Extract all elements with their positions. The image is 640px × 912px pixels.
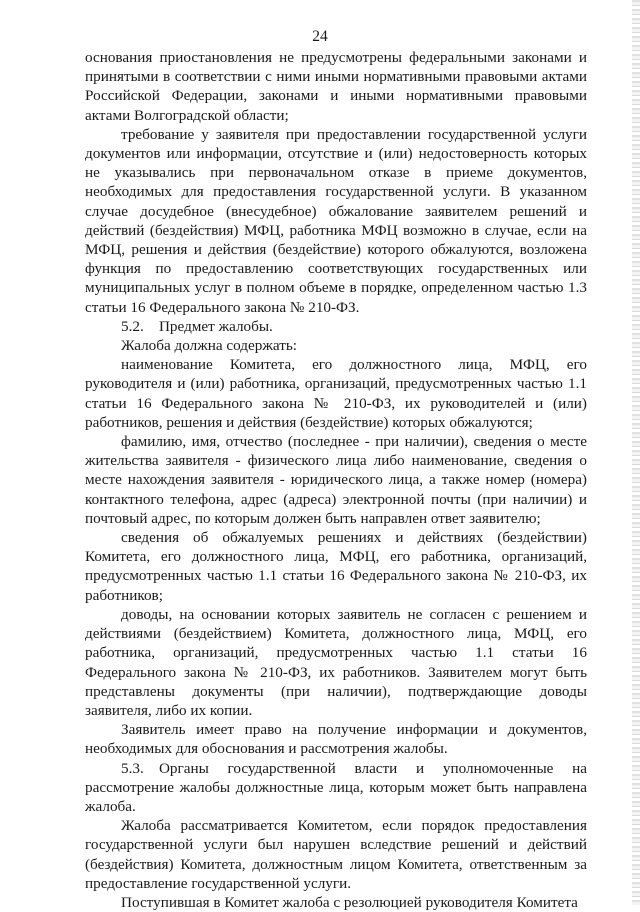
paragraph-committee-review: Жалоба рассматривается Комитетом, если порядок предоставления государственной услуги был нарушен вследствие решений и действий (бездействия) Комитета, должностным лицом Комитета, ответственным за предоставление государственной услуги. (85, 817, 587, 892)
list-item-arguments: доводы, на основании которых заявитель не согласен с решением и действиями (бездействием) Комитета, должностного лица, МФЦ, его работника, организаций, предусмотренных частью 1.1 статьи 16 Федерального закона № 210-ФЗ, их работников. Заявителем могут быть представлены документы (при наличии), подтверждающие доводы заявителя, либо их копии. (85, 605, 587, 719)
paragraph-complaint-content-intro: Жалоба должна содержать: (121, 337, 297, 355)
list-item-name: наименование Комитета, его должностного лица, МФЦ, его руководителя и (или) работника, организаций, предусмотренных частью 1.1 статьи 16 Федерального закона № 210-ФЗ, их руководителей и (или) работников, решения и действия (бездействие) которых обжалуются; (85, 356, 587, 431)
document-body (85, 48, 587, 912)
list-item-applicant-details: фамилию, имя, отчество (последнее - при наличии), сведения о месте жительства заявителя - физического лица либо наименование, сведения о месте нахождения заявителя - юридического лица, а также номер (номера) контактного телефона, адрес (адреса) электронной почты (при наличии) и почтовый адрес, по которым должен быть направлен ответ заявителю; (85, 433, 587, 527)
paragraph-applicant-rights: Заявитель имеет право на получение информации и документов, необходимых для обоснования и рассмотрения жалобы. (85, 721, 587, 758)
paragraph-requirement: требование у заявителя при предоставлении государственной услуги документов или информации, отсутствие и (или) недостоверность которых не указывались при первоначальном отказе в приеме документов, необходимых для предоставления государственной услуги. В указанном случае досудебное (внесудебное) обжалование заявителем решений и действий (бездействия) МФЦ, работника МФЦ возможно в случае, если на МФЦ, решения и действия (бездействие) которого обжалуются, возложена функция по предоставлению соответствующих государственных или муниципальных услуг в полном объеме в порядке, определенном частью 1.3 статьи 16 Федерального закона № 210-ФЗ. (85, 125, 587, 316)
scan-edge-artifact (632, 0, 640, 905)
section-heading-5-2: 5.2. Предмет жалобы. (121, 317, 273, 335)
paragraph-received-complaint: Поступившая в Комитет жалоба с резолюцией руководителя Комитета (121, 893, 578, 911)
paragraph-continuation: основания приостановления не предусмотрены федеральными законами и принятыми в соответствии с ними иными нормативными правовыми актами Российской Федерации, законами и иными нормативными правовыми актами Волгоградской области; (85, 49, 587, 124)
page-number: 24 (312, 28, 328, 45)
list-item-appealed-decisions: сведения об обжалуемых решениях и действиях (бездействии) Комитета, его должностного лица, МФЦ, его работника, организаций, предусмотренных частью 1.1 статьи 16 Федерального закона № 210-ФЗ, их работников; (85, 529, 587, 604)
section-heading-5-3: 5.3. Органы государственной власти и уполномоченные на рассмотрение жалобы должностные лица, которым может быть направлена жалоба. (85, 759, 587, 815)
